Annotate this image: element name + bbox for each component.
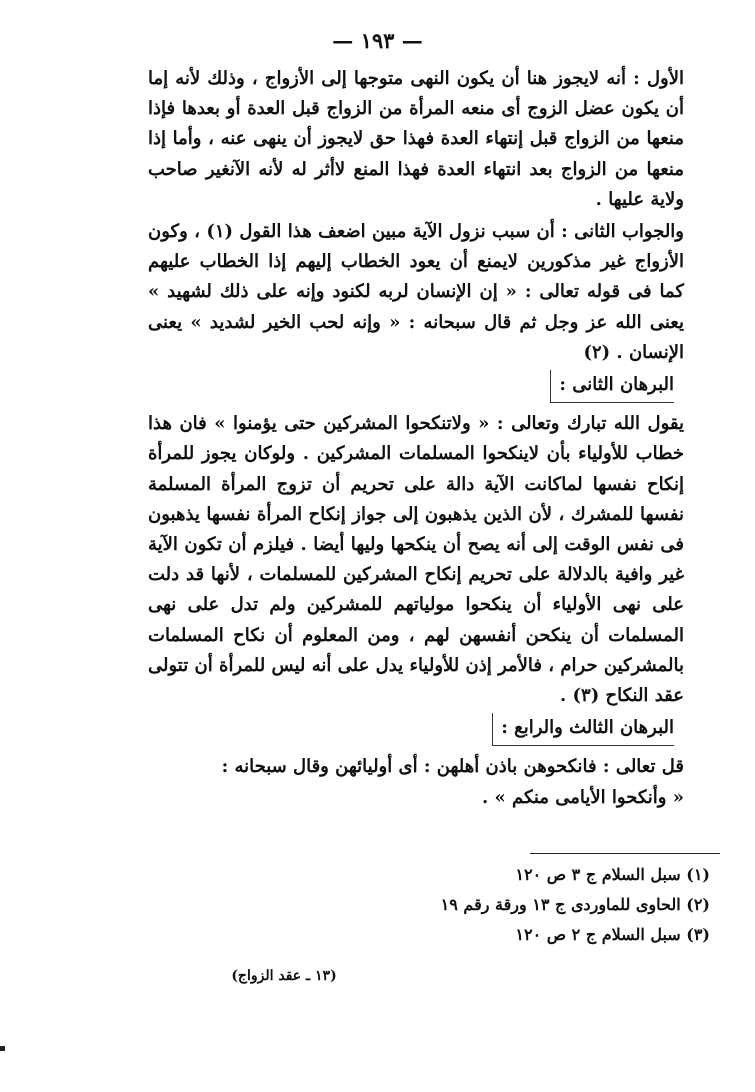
heading-third-fourth-proof-label: البرهان الثالث والرابع : [492, 713, 674, 746]
footnote-item: (١) سبل السلام ج ٣ ص ١٢٠ [515, 865, 710, 884]
signature-footer: (١٣ ـ عقد الزواج) [231, 968, 337, 984]
footnote-item: (٣) سبل السلام ج ٢ ص ١٢٠ [515, 925, 710, 944]
page-number: — ١٩٣ — [332, 28, 423, 53]
main-text [148, 64, 684, 813]
paragraph-second-proof: يقول الله تبارك وتعالى : « ولاتنكحوا المشركين حتى يؤمنوا » فان هذا خطاب للأولياء بأن لاينكحوا المسلمات المشركين . ولوكان يجوز للمرأة إنكاح نفسها لماكانت الآية دالة على تحريم أن تزوج المرأة المسلمة نفسها للمشرك ، لأن الذين يذهبون إلى جواز إنكاح المرأة نفسها يذهبون فى نفس الوقت إلى أنه يصح أن ينكحها وليها أيضا . فيلزم أن تكون الآية غير وافية بالدلالة على تحريم إنكاح المشركين للمسلمات ، لأنها قد دلت على نهى الأولياء أن ينكحوا مولياتهم للمشركين ولم تدل على نهى المسلمات أن ينكحن أنفسهن لهم ، ومن المعلوم أن نكاح المسلمات بالمشركين حرام ، فالأمر إذن للأولياء يدل على أنه ليس للمرأة أن تتولى عقد النكاح (٣) . [148, 413, 684, 707]
margin-mark [0, 1046, 5, 1051]
footnote-divider [530, 853, 720, 854]
heading-second-proof-label: البرهان الثانى : [550, 370, 674, 403]
quote-line-2: « وأنكحوا الأيامى منكم » . [481, 786, 684, 808]
footnote-item: (٢) الحاوى للماوردى ج ١٣ ورقة رقم ١٩ [440, 895, 710, 914]
quote-line-1: قل تعالى : فانكحوهن باذن أهلهن : أى أوليائهن وقال سبحانه : [221, 756, 684, 778]
paragraph-second-answer: والجواب الثانى : أن سبب نزول الآية مبين اضعف هذا القول (١) ، وكون الأزواج غير مذكورين لايمنع أن يعود الخطاب إليهم إذا الخطاب عليهم كما فى قوله تعالى : « إن الإنسان لربه لكنود وإنه على ذلك لشهيد » يعنى الله عز وجل ثم قال سبحانه : « وإنه لحب الخير لشديد » يعنى الإنسان . (٢) [148, 221, 684, 363]
footnotes-list [330, 860, 710, 950]
heading-second-proof [148, 370, 684, 403]
heading-third-fourth-proof [148, 713, 684, 746]
paragraph-first-answer: الأول : أنه لايجوز هنا أن يكون النهى متوجها إلى الأزواج ، وذلك لأنه إما أن يكون عضل الزوج أى منعه المرأة من الزواج قبل العدة أو بعدها فإذا منعها من الزواج قبل إنتهاء العدة فهذا حق لايجوز أن ينهى عنه ، وأما إذا منعها من الزواج بعد انتهاء العدة فهذا المنع لاأثر له لأنه الآنغير صاحب ولاية عليها . [148, 68, 684, 210]
